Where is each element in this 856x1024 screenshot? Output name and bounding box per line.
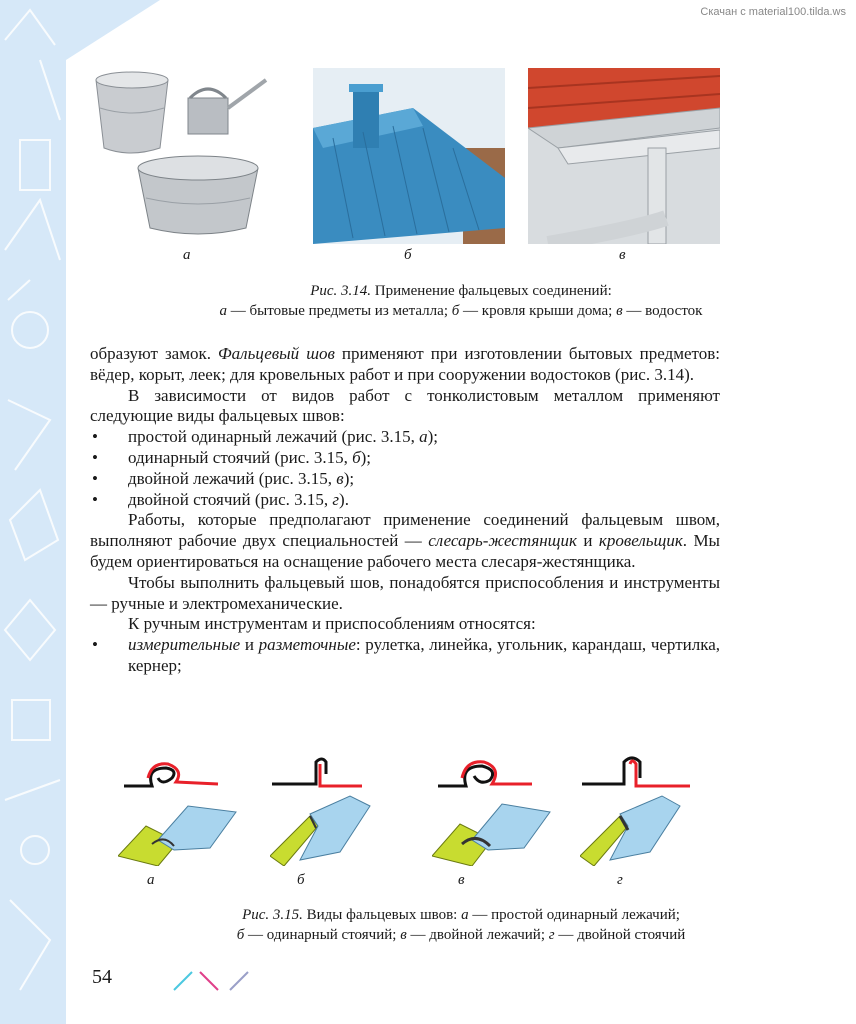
list-item [90, 469, 720, 490]
list-item [90, 427, 720, 448]
text-run: ); [343, 468, 355, 488]
italic-text: г [548, 927, 555, 943]
paragraph-4: Чтобы выполнить фальцевый шов, понадобятся приспособления и инструменты — ручные и электромеханические. [90, 572, 720, 613]
caption-line-1 [66, 281, 856, 301]
italic-text: разметочные [258, 635, 356, 655]
fig314-label-b: б [404, 247, 412, 263]
text-run: и [576, 531, 599, 551]
italic-text: в [616, 303, 623, 319]
body-text [90, 344, 720, 677]
italic-text: а [219, 303, 228, 319]
text-run: — кровля крыши дома; [459, 303, 617, 319]
photo-gutter [528, 68, 720, 244]
sidebar-pattern [0, 0, 66, 1024]
text-run: образуют замок. [90, 344, 218, 363]
seam-diagram-v [432, 756, 552, 871]
italic-text: в [336, 468, 344, 488]
text-run: — двойной стоячий [554, 927, 686, 943]
text-run: простой одинарный лежачий (рис. 3.15, [128, 427, 420, 447]
text-run: — простой одинарный лежачий; [468, 907, 680, 923]
paragraph-2: В зависимости от видов работ с тонколистовым металлом применяют следующие виды фальцевых швов: [90, 385, 720, 426]
caption-line-2 [66, 925, 856, 945]
text-run: — двойной лежачий; [406, 927, 549, 943]
text-run: Работы, которые предполагают применение соединений фальцевым швом, выполняют рабочие двух специальностей — [90, 510, 720, 551]
text-run: двойной лежачий (рис. 3.15, [128, 468, 337, 488]
left-sidebar-decoration [0, 0, 66, 1024]
fig314-label-a: а [183, 247, 191, 263]
caption-line-2 [66, 301, 856, 321]
fig315-label-a: а [147, 872, 155, 888]
paragraph-5: К ручным инструментам и приспособлениям относятся: [128, 614, 536, 634]
caption-text [303, 907, 680, 923]
fig315-label-b: б [297, 872, 305, 888]
caption-number: Рис. 3.14. [310, 283, 372, 299]
fig315-label-g: г [617, 872, 623, 888]
watermark: Скачан с material100.tilda.ws [700, 6, 846, 18]
caption-number: Рис. 3.15. [242, 907, 303, 923]
italic-text: г [332, 489, 340, 509]
page-number: 54 [92, 966, 112, 988]
text-run: ); [360, 447, 372, 467]
text-run: одинарный стоячий (рис. 3.15, [128, 447, 353, 467]
fig315-label-v: в [458, 872, 465, 888]
text-run: — одинарный стоячий; [244, 927, 401, 943]
text-run: — водосток [622, 303, 703, 319]
paragraph-1 [90, 344, 720, 386]
photo-roof [313, 68, 505, 244]
list-item [90, 635, 720, 677]
footer-decoration [170, 968, 260, 994]
text-run: и [240, 635, 259, 655]
italic-text: измерительные [128, 635, 241, 655]
italic-text: Фальцевый шов [218, 344, 335, 363]
list-item [90, 490, 720, 511]
caption-line-1 [66, 905, 856, 925]
seam-diagram-a [118, 756, 238, 871]
text-run: : рулетка, линейка, угольник, карандаш, чертилка, кернер; [128, 635, 720, 675]
text-run: Виды фальцевых швов: [302, 907, 462, 923]
figure-3-14-caption [66, 281, 856, 321]
italic-text: кровельщик [598, 531, 683, 551]
italic-text: б [451, 303, 460, 319]
text-run: ). [339, 489, 349, 509]
fig314-label-v: в [619, 247, 626, 263]
italic-text: а [419, 427, 428, 447]
list-item [90, 448, 720, 469]
italic-text: б [236, 927, 245, 943]
figure-3-15-caption [66, 905, 856, 945]
text-run: — бытовые предметы из металла; [227, 303, 452, 319]
text-run: двойной стоячий (рис. 3.15, [128, 489, 333, 509]
photo-household-items [88, 68, 268, 244]
italic-text: в [400, 927, 407, 943]
text-run: . Мы будем ориентироваться на оснащение рабочего места слесаря-жестянщика. [90, 531, 720, 571]
seam-diagram-b [270, 756, 390, 871]
paragraph-3 [90, 510, 720, 572]
text-run: ); [427, 427, 438, 447]
italic-text: слесарь-жестянщик [428, 531, 577, 551]
italic-text: а [461, 907, 469, 923]
seam-diagram-g [580, 756, 700, 871]
text-run: применяют при изготовлении бытовых предметов: вёдер, корыт, леек; для кровельных работ и при сооружении водостоков (рис. 3.14). [90, 344, 720, 384]
caption-title: Применение фальцевых соединений: [371, 283, 612, 299]
italic-text: б [352, 447, 361, 467]
